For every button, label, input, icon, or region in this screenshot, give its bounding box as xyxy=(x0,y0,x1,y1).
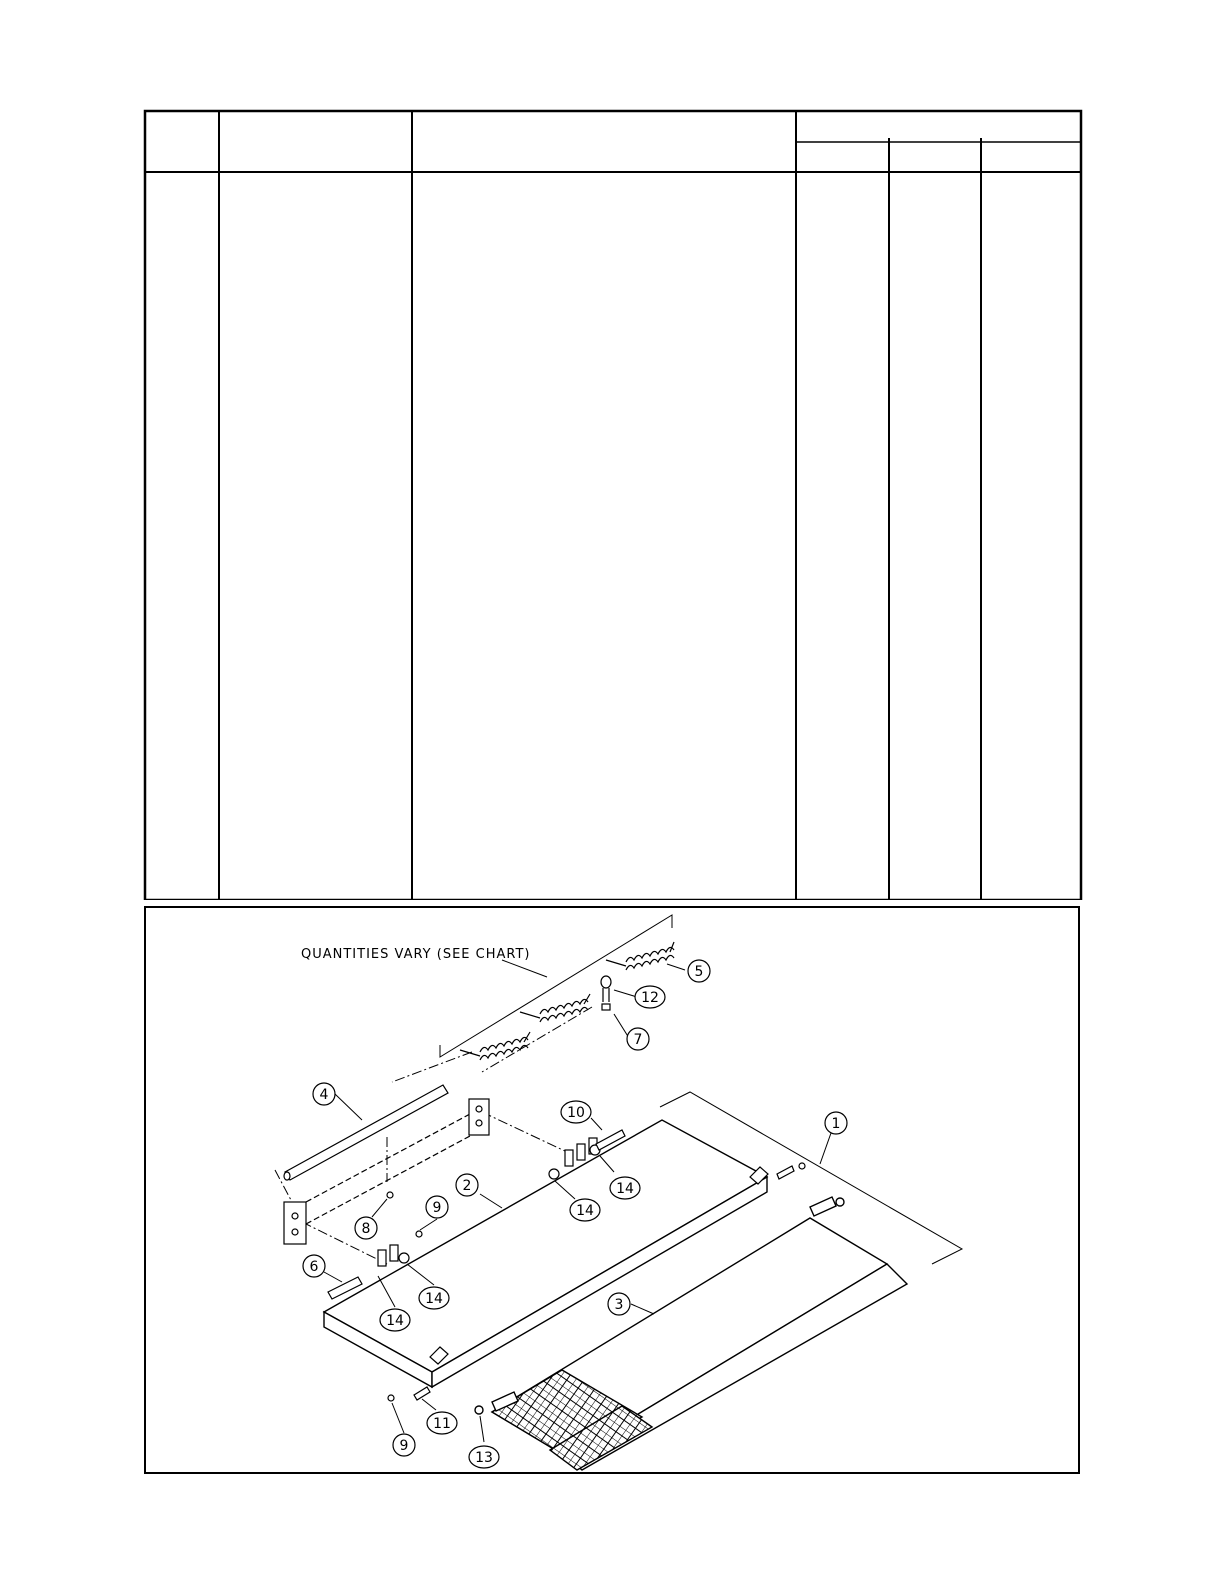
leader-line xyxy=(392,1403,404,1433)
callout-8 xyxy=(355,1217,377,1239)
svg-text:3: 3 xyxy=(614,1297,624,1313)
exploded-parts-diagram xyxy=(146,908,1078,1472)
exploded-diagram-panel xyxy=(144,906,1080,1474)
svg-text:5: 5 xyxy=(694,964,704,980)
callout-3 xyxy=(608,1293,630,1315)
leader-line xyxy=(614,1014,629,1038)
washer xyxy=(416,1231,422,1237)
callout-2 xyxy=(456,1174,478,1196)
eye-bolt xyxy=(601,976,611,1010)
leader-line xyxy=(420,1219,437,1230)
callout-12 xyxy=(635,986,665,1008)
nut xyxy=(387,1192,393,1198)
svg-text:13: 13 xyxy=(475,1450,493,1466)
svg-text:12: 12 xyxy=(641,990,659,1006)
callout-11 xyxy=(427,1412,457,1434)
note-leader-line xyxy=(502,960,547,977)
leader-line xyxy=(335,1094,362,1120)
leader-line xyxy=(480,1416,484,1442)
leader-line xyxy=(372,1199,387,1217)
leader-line xyxy=(324,1272,342,1282)
callout-9 xyxy=(426,1196,448,1218)
svg-text:4: 4 xyxy=(319,1087,329,1103)
rod xyxy=(284,1085,448,1180)
svg-text:10: 10 xyxy=(567,1105,585,1121)
assembly-line xyxy=(482,1112,567,1152)
svg-text:14: 14 xyxy=(386,1313,404,1329)
svg-text:9: 9 xyxy=(399,1438,409,1454)
leader-line xyxy=(667,964,685,970)
diagram-note: QUANTITIES VARY (SEE CHART) xyxy=(301,947,531,962)
washer xyxy=(475,1406,483,1414)
leader-line xyxy=(820,1133,831,1164)
washer xyxy=(388,1395,394,1401)
svg-text:1: 1 xyxy=(831,1116,841,1132)
hinge-bracket xyxy=(469,1099,489,1135)
svg-text:6: 6 xyxy=(309,1259,319,1275)
callout-5 xyxy=(688,960,710,982)
assembly-line xyxy=(392,1052,472,1082)
callout-4 xyxy=(313,1083,335,1105)
callout-7 xyxy=(627,1028,649,1050)
callout-14 xyxy=(419,1287,449,1309)
svg-text:2: 2 xyxy=(462,1178,472,1194)
callout-14 xyxy=(610,1177,640,1199)
hinge-pin xyxy=(414,1387,430,1400)
svg-text:7: 7 xyxy=(633,1032,643,1048)
leader-line xyxy=(480,1194,502,1208)
leader-line xyxy=(591,1118,602,1130)
callout-14 xyxy=(380,1309,410,1331)
svg-text:14: 14 xyxy=(576,1203,594,1219)
callout-9 xyxy=(393,1434,415,1456)
callout-13 xyxy=(469,1446,499,1468)
table-outer-border xyxy=(145,111,1081,900)
svg-text:9: 9 xyxy=(432,1200,442,1216)
washer xyxy=(799,1163,805,1169)
svg-text:8: 8 xyxy=(361,1221,371,1237)
callout-1 xyxy=(825,1112,847,1134)
callout-6 xyxy=(303,1255,325,1277)
hinge-pin xyxy=(777,1166,794,1179)
callout-14 xyxy=(570,1199,600,1221)
svg-text:14: 14 xyxy=(425,1291,443,1307)
svg-text:14: 14 xyxy=(616,1181,634,1197)
leader-line xyxy=(631,1304,654,1314)
callout-10 xyxy=(561,1101,591,1123)
leader-line xyxy=(422,1399,436,1410)
svg-text:11: 11 xyxy=(433,1416,451,1432)
leader-line xyxy=(614,990,637,997)
